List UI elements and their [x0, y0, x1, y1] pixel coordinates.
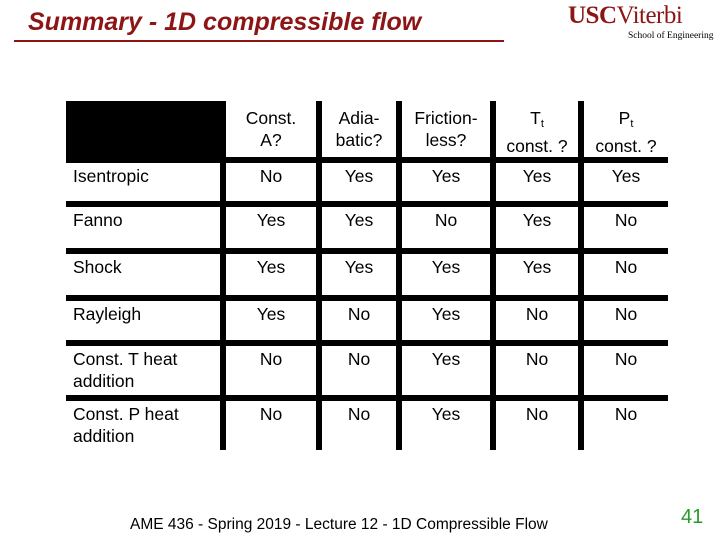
row-label [66, 301, 220, 340]
table-cell [226, 254, 316, 295]
cell-value: No [347, 349, 371, 369]
cell-value: No [614, 349, 638, 369]
cell-value: Yes [344, 166, 374, 186]
cell-value: No [525, 304, 549, 324]
table-cell [322, 163, 396, 201]
title-underline [14, 40, 504, 42]
cell-value: No [614, 304, 638, 324]
cell-value: Yes [522, 257, 552, 277]
cell-value: Yes [256, 304, 286, 324]
cell-value: No [347, 304, 371, 324]
table-cell [496, 254, 578, 295]
cell-value: Yes [431, 304, 461, 324]
table-row [66, 346, 668, 395]
column-header [584, 101, 668, 157]
cell-value: Yes [431, 404, 461, 424]
column-header [322, 101, 396, 157]
cell-value: Yes [431, 349, 461, 369]
table-cell [584, 401, 668, 450]
usc-viterbi-logo [568, 2, 713, 42]
row-label-line2: addition [73, 371, 135, 391]
table-cell [496, 346, 578, 395]
row-label [66, 207, 220, 248]
row-label-line1: Const. P heat [73, 404, 179, 424]
column-header-line2: A? [260, 130, 282, 150]
table-row [66, 163, 668, 201]
row-label-line1: Shock [73, 257, 122, 277]
row-label-line1: Fanno [73, 210, 123, 230]
table-cell [402, 346, 490, 395]
table-cell [322, 401, 396, 450]
column-header-line1: $T_t$ [530, 108, 544, 130]
column-header-line1: Friction- [414, 108, 478, 128]
table-cell [402, 254, 490, 295]
table-cell [584, 163, 668, 201]
cell-value: No [614, 210, 638, 230]
logo-wordmark: USCViterbi [568, 2, 683, 29]
column-header [226, 101, 316, 157]
cell-value: No [259, 166, 283, 186]
cell-value: Yes [611, 166, 641, 186]
row-label [66, 401, 220, 450]
table-cell [402, 207, 490, 248]
cell-value: No [614, 257, 638, 277]
page-number: 41 [681, 506, 704, 528]
cell-value: No [347, 404, 371, 424]
cell-value: Yes [256, 210, 286, 230]
table-cell [496, 301, 578, 340]
table-cell [496, 207, 578, 248]
table-row [66, 401, 668, 450]
table-cell [584, 254, 668, 295]
column-header-line1: Adia- [338, 108, 380, 128]
cell-value: No [614, 404, 638, 424]
cell-value: No [434, 210, 458, 230]
table-cell [584, 346, 668, 395]
table-cell [226, 401, 316, 450]
table-cell [226, 207, 316, 248]
cell-value: No [525, 349, 549, 369]
cell-value: Yes [256, 257, 286, 277]
column-header-line1: Const. [245, 108, 297, 128]
table-cell [496, 163, 578, 201]
column-header-line1: $P_t$ [618, 108, 634, 130]
table-cell [226, 346, 316, 395]
table-cell [322, 207, 396, 248]
row-label-line1: Rayleigh [73, 304, 142, 324]
cell-value: No [259, 404, 283, 424]
row-label-line2: addition [73, 426, 135, 446]
table-row [66, 207, 668, 248]
table-cell [322, 254, 396, 295]
column-header-line2: less? [425, 130, 467, 150]
column-header-line2: const. ? [506, 136, 568, 156]
table-cell [584, 301, 668, 340]
cell-value: Yes [522, 166, 552, 186]
logo-school-text: School of Engineering [628, 31, 714, 41]
column-header-line2: const. ? [595, 136, 657, 156]
cell-value: Yes [344, 210, 374, 230]
row-label-line1: Isentropic [73, 166, 149, 186]
cell-value: Yes [344, 257, 374, 277]
header-row [66, 101, 668, 157]
row-label [66, 163, 220, 201]
row-label [66, 346, 220, 395]
cell-value: Yes [431, 166, 461, 186]
cell-value: Yes [431, 257, 461, 277]
table-cell [226, 163, 316, 201]
table-cell [402, 163, 490, 201]
table-row [66, 254, 668, 295]
cell-value: Yes [522, 210, 552, 230]
row-label [66, 254, 220, 295]
table-cell [402, 301, 490, 340]
column-header [402, 101, 490, 157]
footer-text: AME 436 - Spring 2019 - Lecture 12 - 1D Compressible Flow [130, 516, 548, 533]
table-cell [322, 301, 396, 340]
table-cell [496, 401, 578, 450]
table-cell [322, 346, 396, 395]
table-cell [226, 301, 316, 340]
column-header [496, 101, 578, 157]
table-cell [584, 207, 668, 248]
cell-value: No [259, 349, 283, 369]
table-cell [402, 401, 490, 450]
column-header-line2: batic? [335, 130, 383, 150]
flow-summary-table [66, 101, 668, 450]
slide-title: Summary - 1D compressible flow [28, 8, 422, 36]
table-row [66, 301, 668, 340]
row-label-line1: Const. T heat [73, 349, 178, 369]
header-corner-cell [66, 101, 220, 157]
cell-value: No [525, 404, 549, 424]
